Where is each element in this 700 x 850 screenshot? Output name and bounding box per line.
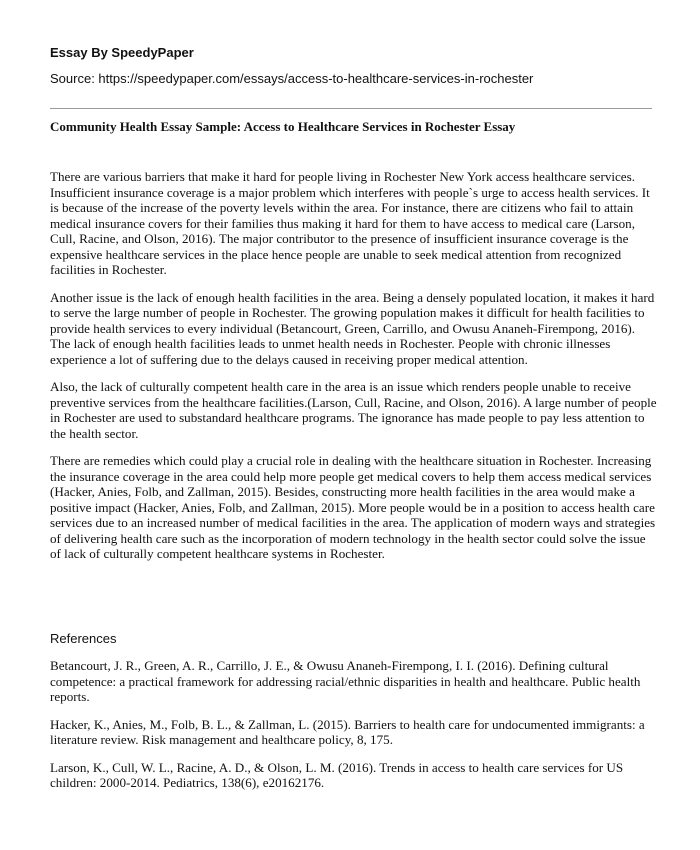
source-line: Source: https://speedypaper.com/essays/access-to-healthcare-services-in-rochester <box>50 71 534 86</box>
essay-title: Community Health Essay Sample: Access to Healthcare Services in Rochester Essay <box>50 119 516 134</box>
reference-item: Hacker, K., Anies, M., Folb, B. L., & Zallman, L. (2015). Barriers to health care for undocumented immigrants: a literature review. Risk management and healthcare policy, 8, 175. <box>50 716 645 747</box>
references-heading: References <box>50 631 117 646</box>
essay-paragraph: Also, the lack of culturally competent health care in the area is an issue which renders people unable to receive preventive services from the healthcare facilities.(Larson, Cull, Racine, and Olson, 2016). A large number of people in Rochester are used to substandard healthcare programs. The ignorance has made people to pay less attention to the health sector. <box>50 379 657 441</box>
essay-paragraph: There are remedies which could play a crucial role in dealing with the healthcare situation in Rochester. Increasing the insurance coverage in the area could help more people get medical covers to help them access medical services (Hacker, Anies, Folb, and Zallman, 2015). Besides, constructing more health facilities in the area would make a positive impact (Hacker, Anies, Folb, and Zallman, 2015). More people would be in a position to access health care services due to an increased number of medical facilities in the area. The application of modern ways and strategies of delivering health care such as the incorporation of modern technology in the health sector could solve the issue of lack of culturally competent healthcare systems in Rochester. <box>50 453 656 561</box>
essay-paragraph: Another issue is the lack of enough health facilities in the area. Being a densely populated location, it makes it hard to serve the large number of people in Rochester. The growing population makes it difficult for health facilities to provide health services to every individual (Betancourt, Green, Carrillo, and Owusu Ananeh-Firempong, 2016). The lack of enough health facilities leads to unmet health needs in Rochester. People with chronic illnesses experience a lot of suffering due to the delays caused in receiving proper medical attention. <box>50 289 655 367</box>
references-list <box>50 658 658 803</box>
reference-item: Betancourt, J. R., Green, A. R., Carrillo, J. E., & Owusu Ananeh-Firempong, I. I. (2016). Defining cultural competence: a practical framework for addressing racial/ethnic disparities in health and healthcare. Public health reports. <box>50 658 641 704</box>
divider <box>50 108 652 109</box>
essay-body <box>50 169 658 574</box>
essay-paragraph: There are various barriers that make it hard for people living in Rochester New York access healthcare services. Insufficient insurance coverage is a major problem which interferes with people`s urge to access health services. It is because of the increase of the poverty levels within the area. For instance, there are citizens who fail to attain medical insurance covers for their families thus making it hard for them to have access to medical care (Larson, Cull, Racine, and Olson, 2016). The major contributor to the presence of insufficient insurance coverage is the expensive healthcare services in the place hence people are unable to seek medical attention from recognized facilities in Rochester. <box>50 169 650 277</box>
site-title: Essay By SpeedyPaper <box>50 45 194 60</box>
reference-item: Larson, K., Cull, W. L., Racine, A. D., & Olson, L. M. (2016). Trends in access to health care services for US children: 2000-2014. Pediatrics, 138(6), e20162176. <box>50 759 624 790</box>
